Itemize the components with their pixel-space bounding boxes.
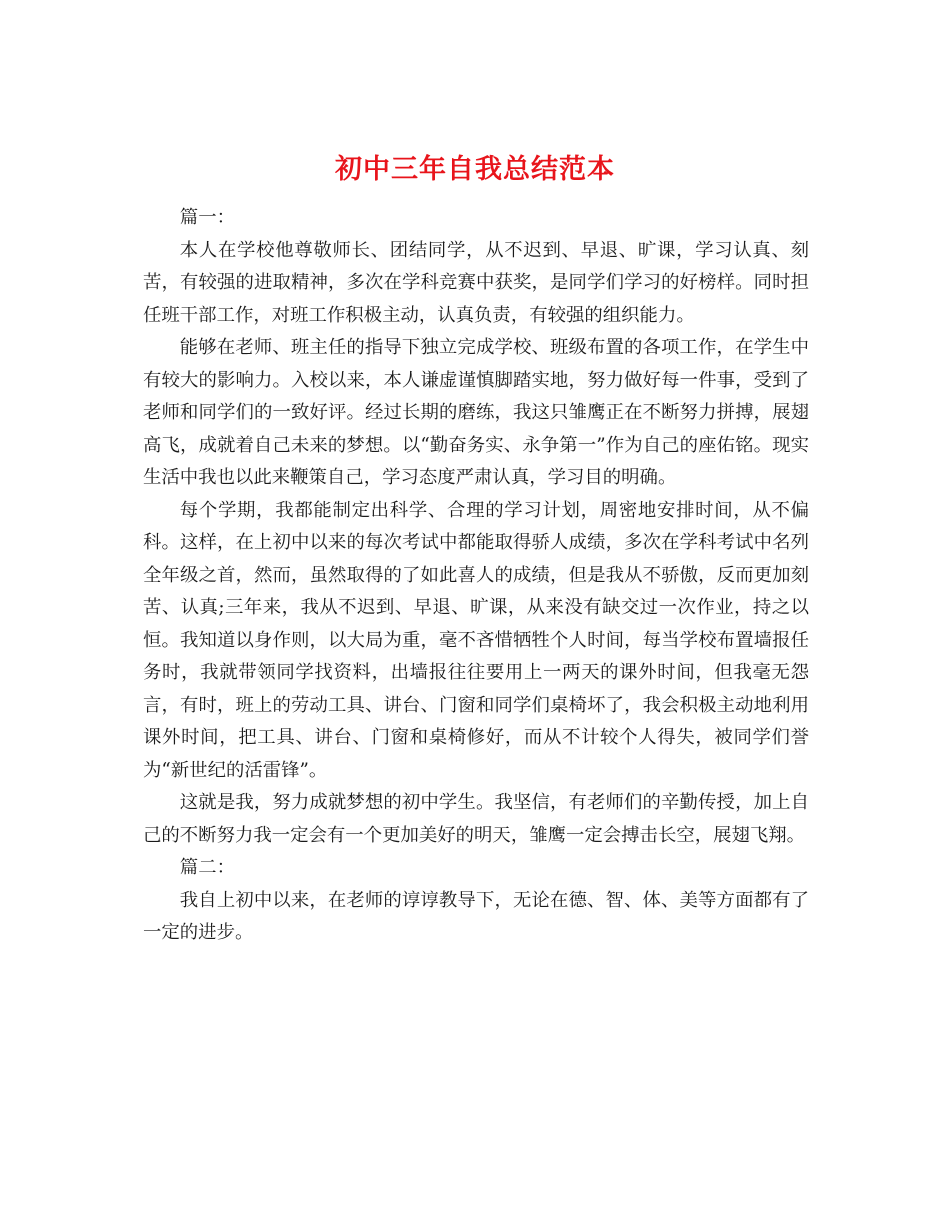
paragraph: 每个学期，我都能制定出科学、合理的学习计划，周密地安排时间，从不偏科。这样，在上初中以来的每次考试中都能取得骄人成绩，多次在学科考试中名列全年级之首，然而，虽然取得的了如此喜人的成绩，但是我从不骄傲，反而更加刻苦、认真;三年来，我从不迟到、早退、旷课，从来没有缺交过一次作业，持之以恒。我知道以身作则，以大局为重，毫不吝惜牺牲个人时间，每当学校布置墙报任务时，我就带领同学找资料，出墙报往往要用上一两天的课外时间，但我毫无怨言，有时，班上的劳动工具、讲台、门窗和同学们桌椅坏了，我会积极主动地利用课外时间，把工具、讲台、门窗和桌椅修好，而从不计较个人得失，被同学们誉为“新世纪的活雷锋”。 (143, 499, 809, 781)
section-heading-1: 篇一： (179, 207, 235, 228)
section-heading-2: 篇二： (179, 857, 235, 878)
paragraph: 这就是我，努力成就梦想的初中学生。我坚信，有老师们的辛勤传授，加上自己的不断努力我一定会有一个更加美好的明天，雏鹰一定会搏击长空，展翅飞翔。 (143, 792, 809, 846)
paragraph: 本人在学校他尊敬师长、团结同学，从不迟到、早退、旷课，学习认真、刻苦，有较强的进取精神，多次在学科竞赛中获奖，是同学们学习的好榜样。同时担任班干部工作，对班工作积极主动，认真负责，有较强的组织能力。 (143, 239, 809, 326)
document-body (143, 202, 809, 950)
paragraph: 我自上初中以来，在老师的谆谆教导下，无论在德、智、体、美等方面都有了一定的进步。 (143, 889, 809, 943)
document-title: 初中三年自我总结范本 (335, 154, 615, 186)
paragraph: 能够在老师、班主任的指导下独立完成学校、班级布置的各项工作，在学生中有较大的影响力。入校以来，本人谦虚谨慎脚踏实地，努力做好每一件事，受到了老师和同学们的一致好评。经过长期的磨练，我这只雏鹰正在不断努力拼搏，展翅高飞，成就着自己未来的梦想。以“勤奋务实、永争第一”作为自己的座佑铭。现实生活中我也以此来鞭策自己，学习态度严肃认真，学习目的明确。 (143, 337, 809, 488)
